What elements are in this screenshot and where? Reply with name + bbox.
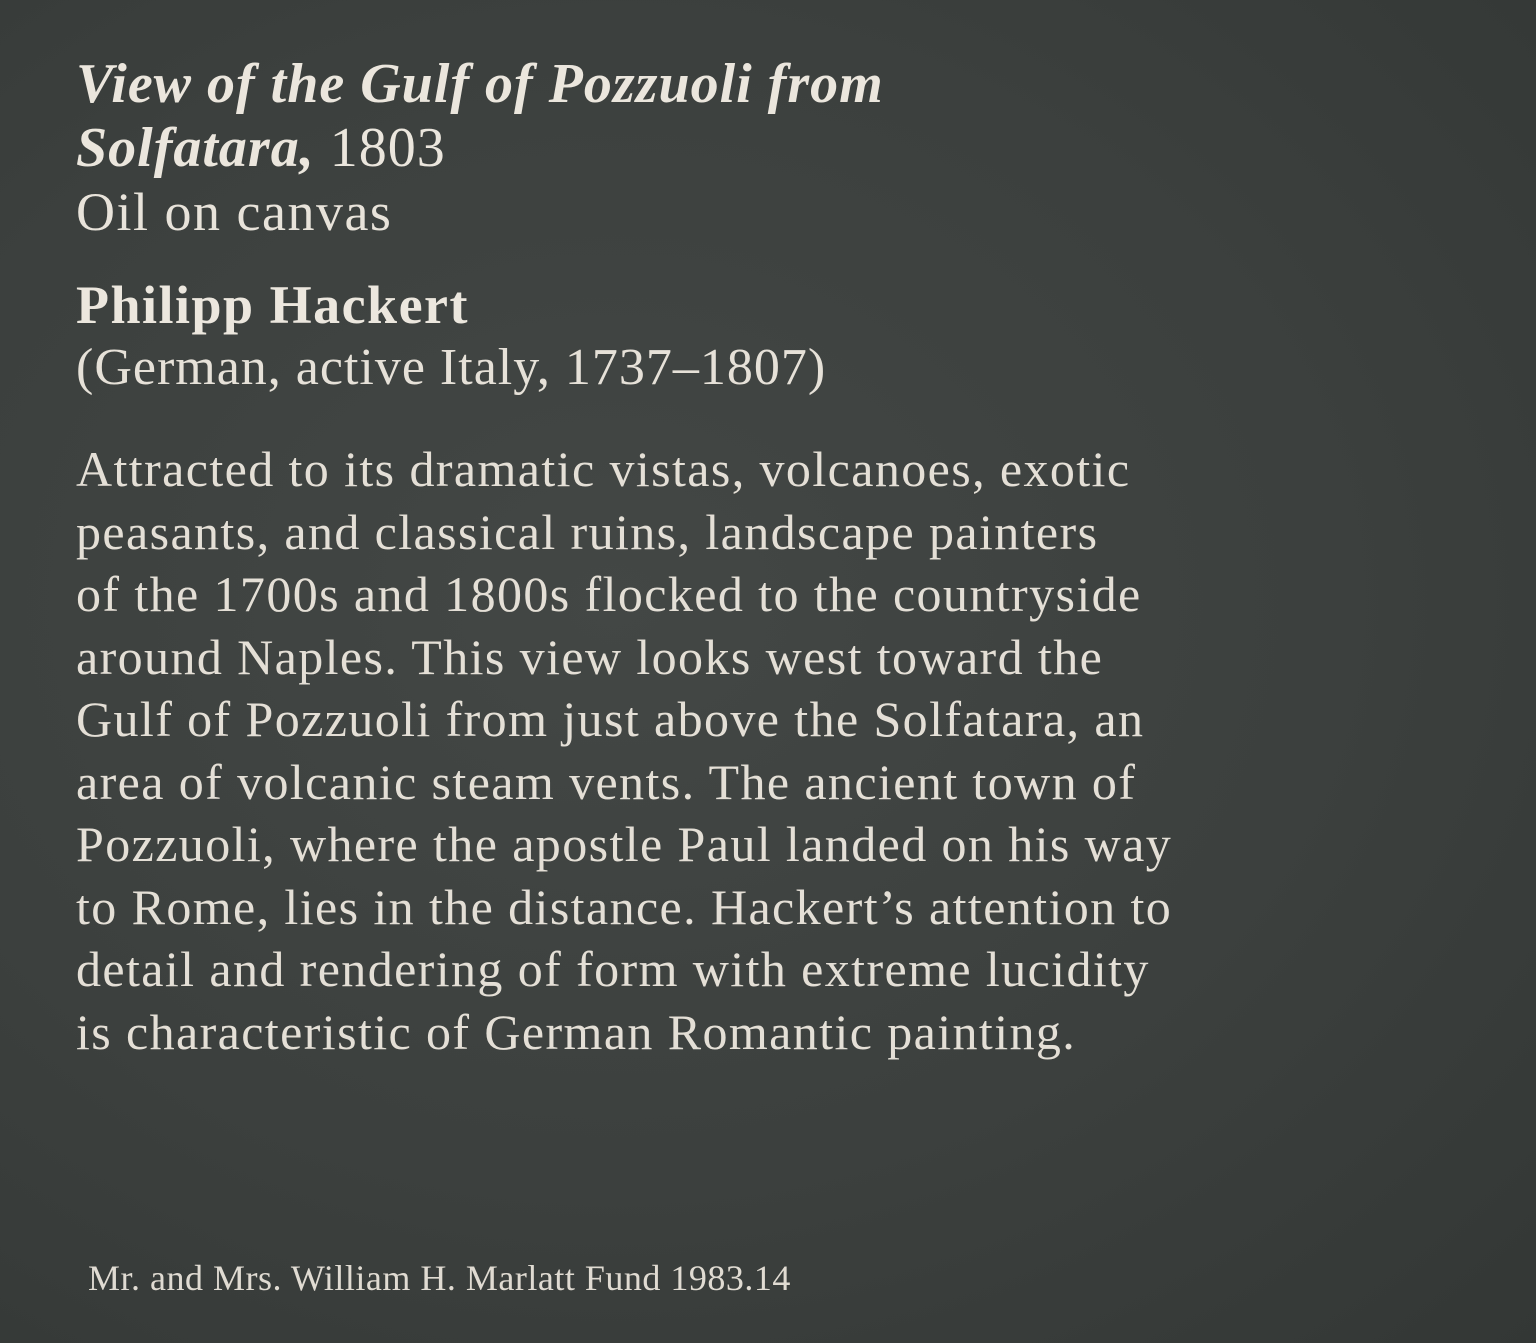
- title-line-2: Solfatara,: [76, 117, 315, 179]
- description-line: around Naples. This view looks west toward the: [76, 628, 1104, 685]
- credit-line: Mr. and Mrs. William H. Marlatt Fund 1983.14: [88, 1258, 791, 1298]
- museum-label: [76, 52, 1496, 1063]
- description-line: is characteristic of German Romantic painting.: [76, 1003, 1077, 1060]
- description-line: detail and rendering of form with extreme lucidity: [76, 941, 1150, 997]
- description-line: to Rome, lies in the distance. Hackert’s attention to: [76, 878, 1173, 935]
- description-line: area of volcanic steam vents. The ancient town of: [76, 753, 1137, 810]
- description-line: Gulf of Pozzuoli from just above the Solfatara, an: [76, 691, 1145, 747]
- artist-info: (German, active Italy, 1737–1807): [76, 339, 827, 396]
- artwork-medium: Oil on canvas: [76, 182, 393, 242]
- description-line: Pozzuoli, where the apostle Paul landed on his way: [76, 816, 1173, 872]
- artwork-title: [76, 52, 1496, 180]
- description: [76, 438, 1496, 1063]
- title-line-1: View of the Gulf of Pozzuoli from: [76, 53, 884, 115]
- artwork-date: 1803: [314, 117, 446, 179]
- description-line: of the 1700s and 1800s flocked to the countryside: [76, 566, 1142, 622]
- description-line: Attracted to its dramatic vistas, volcanoes, exotic: [76, 441, 1131, 497]
- description-line: peasants, and classical ruins, landscape painters: [76, 503, 1099, 560]
- artist-name: Philipp Hackert: [76, 275, 470, 335]
